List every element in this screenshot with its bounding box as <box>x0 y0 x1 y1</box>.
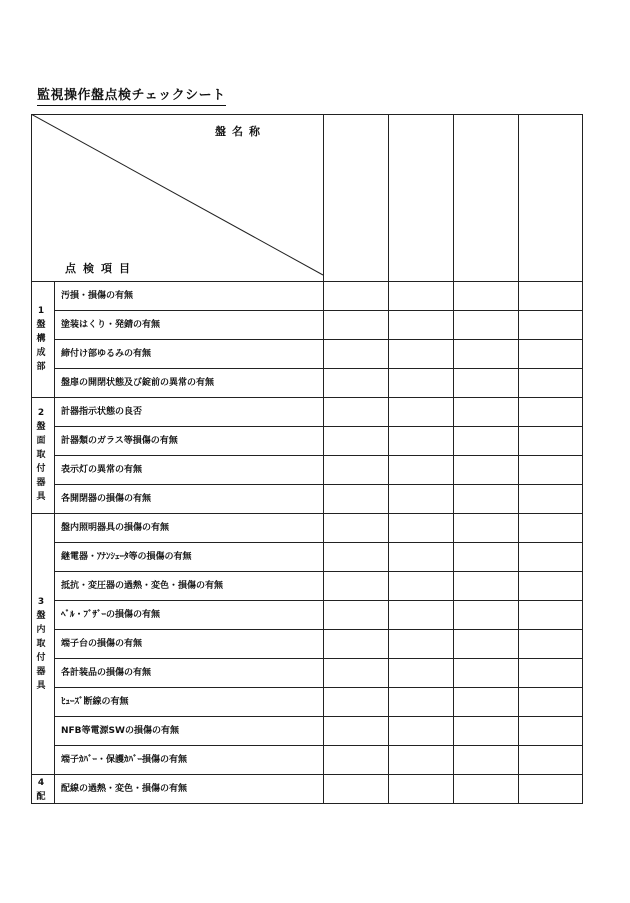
check-item-label: 各計装品の損傷の有無 <box>61 668 152 678</box>
check-cell[interactable] <box>389 485 453 513</box>
check-cell[interactable] <box>454 398 518 426</box>
check-cell[interactable] <box>324 485 388 513</box>
category-label-char: 盤 <box>36 610 46 621</box>
check-item-label: 端子ｶﾊﾞｰ・保護ｶﾊﾞｰ損傷の有無 <box>61 755 188 765</box>
check-cell[interactable] <box>519 485 583 513</box>
check-cell[interactable] <box>324 775 388 803</box>
check-cell[interactable] <box>454 369 518 397</box>
check-cell[interactable] <box>389 340 453 368</box>
check-cell[interactable] <box>454 514 518 542</box>
check-cell[interactable] <box>324 746 388 774</box>
check-cell[interactable] <box>389 659 453 687</box>
check-cell[interactable] <box>389 688 453 716</box>
check-cell[interactable] <box>519 717 583 745</box>
check-cell[interactable] <box>519 630 583 658</box>
check-cell[interactable] <box>324 340 388 368</box>
check-item-label: 締付け部ゆるみの有無 <box>61 349 152 359</box>
category-label-char: 取 <box>36 450 46 460</box>
check-cell[interactable] <box>454 340 518 368</box>
check-cell[interactable] <box>389 572 453 600</box>
check-cell[interactable] <box>454 775 518 803</box>
check-cell[interactable] <box>519 340 583 368</box>
category-label-char: 1 <box>37 306 45 316</box>
check-cell[interactable] <box>389 630 453 658</box>
header-diagonal-line <box>31 114 323 276</box>
check-cell[interactable] <box>324 659 388 687</box>
category-label-char: 盤 <box>36 320 46 330</box>
check-item-label: 配線の過熱・変色・損傷の有無 <box>61 784 188 794</box>
check-cell[interactable] <box>454 543 518 571</box>
check-cell[interactable] <box>389 369 453 397</box>
check-cell[interactable] <box>454 717 518 745</box>
category-label <box>31 406 51 504</box>
check-cell[interactable] <box>324 369 388 397</box>
check-cell[interactable] <box>519 746 583 774</box>
check-cell[interactable] <box>324 543 388 571</box>
check-cell[interactable] <box>324 398 388 426</box>
check-cell[interactable] <box>454 572 518 600</box>
category-label <box>31 304 51 374</box>
category-label-char: 面 <box>36 436 46 446</box>
check-item-label: 表示灯の異常の有無 <box>61 465 143 475</box>
category-label-char: 器 <box>36 666 46 677</box>
check-sheet-table <box>31 114 583 801</box>
check-cell[interactable] <box>324 688 388 716</box>
check-cell[interactable] <box>454 659 518 687</box>
page-title: 監視操作盤点検チェックシート <box>37 88 226 106</box>
check-item-label: 計器指示状態の良否 <box>61 407 143 417</box>
check-item-label: 汚損・損傷の有無 <box>61 291 134 301</box>
check-cell[interactable] <box>324 514 388 542</box>
panel-name-cell[interactable] <box>324 115 388 281</box>
check-item-label: ﾍﾞﾙ・ﾌﾞｻﾞｰの損傷の有無 <box>61 610 161 620</box>
panel-name-cell[interactable] <box>519 115 583 281</box>
check-cell[interactable] <box>519 311 583 339</box>
panel-name-header: 盤名称 <box>215 125 266 138</box>
check-item-label: 継電器・ｱﾅﾝｼｪｰﾀ等の損傷の有無 <box>61 552 192 562</box>
category-label-char: 部 <box>36 362 46 372</box>
check-cell[interactable] <box>454 601 518 629</box>
category-label-char: 構 <box>36 334 46 344</box>
check-cell[interactable] <box>519 398 583 426</box>
check-cell[interactable] <box>519 659 583 687</box>
check-item-label: 各開閉器の損傷の有無 <box>61 494 152 504</box>
check-cell[interactable] <box>389 543 453 571</box>
check-cell[interactable] <box>519 572 583 600</box>
check-cell[interactable] <box>519 601 583 629</box>
category-label-char: 4 <box>37 778 45 788</box>
category-label-char: 具 <box>36 680 46 691</box>
check-cell[interactable] <box>324 601 388 629</box>
check-item-label: 塗装はくり・発錆の有無 <box>61 320 161 330</box>
check-cell[interactable] <box>454 311 518 339</box>
check-cell[interactable] <box>324 572 388 600</box>
category-label-char: 付 <box>36 464 46 474</box>
check-cell[interactable] <box>454 746 518 774</box>
check-item-label: 計器類のガラス等損傷の有無 <box>61 436 178 446</box>
check-cell[interactable] <box>389 398 453 426</box>
category-label-char: 配 <box>36 792 46 802</box>
check-cell[interactable] <box>519 282 583 310</box>
check-cell[interactable] <box>389 601 453 629</box>
category-row-line <box>31 803 583 804</box>
category-label-char: 2 <box>37 408 45 418</box>
check-cell[interactable] <box>454 630 518 658</box>
category-label <box>31 595 51 693</box>
category-label-char: 取 <box>36 638 46 649</box>
check-cell[interactable] <box>519 514 583 542</box>
check-cell[interactable] <box>519 456 583 484</box>
category-label <box>31 776 51 804</box>
check-cell[interactable] <box>519 369 583 397</box>
check-item-label: 抵抗・変圧器の過熱・変色・損傷の有無 <box>61 581 224 591</box>
check-cell[interactable] <box>454 485 518 513</box>
check-cell[interactable] <box>389 456 453 484</box>
check-cell[interactable] <box>324 427 388 455</box>
category-label-char: 3 <box>37 596 45 607</box>
check-items-header: 点検項目 <box>65 262 137 275</box>
check-cell[interactable] <box>389 427 453 455</box>
check-cell[interactable] <box>519 688 583 716</box>
category-label-char: 成 <box>36 348 46 358</box>
check-cell[interactable] <box>454 282 518 310</box>
check-cell[interactable] <box>389 717 453 745</box>
check-item-label: NFB等電源SWの損傷の有無 <box>61 726 179 736</box>
check-item-label: 盤内照明器具の損傷の有無 <box>61 523 170 533</box>
category-label-char: 盤 <box>36 422 46 432</box>
panel-name-cell[interactable] <box>454 115 518 281</box>
check-item-label: ﾋｭｰｽﾞ断線の有無 <box>61 697 129 707</box>
check-cell[interactable] <box>389 514 453 542</box>
check-cell[interactable] <box>454 456 518 484</box>
check-cell[interactable] <box>389 746 453 774</box>
check-cell[interactable] <box>519 543 583 571</box>
check-cell[interactable] <box>389 282 453 310</box>
check-cell[interactable] <box>324 456 388 484</box>
check-item-label: 端子台の損傷の有無 <box>61 639 143 649</box>
panel-name-cell[interactable] <box>389 115 453 281</box>
check-cell[interactable] <box>324 717 388 745</box>
check-cell[interactable] <box>454 427 518 455</box>
check-item-label: 盤扉の開閉状態及び錠前の異常の有無 <box>61 378 215 388</box>
check-cell[interactable] <box>324 630 388 658</box>
check-cell[interactable] <box>519 775 583 803</box>
check-cell[interactable] <box>519 427 583 455</box>
check-cell[interactable] <box>324 311 388 339</box>
category-label-char: 具 <box>36 492 46 502</box>
category-label-char: 器 <box>36 478 46 488</box>
check-cell[interactable] <box>389 311 453 339</box>
check-cell[interactable] <box>454 688 518 716</box>
check-cell[interactable] <box>324 282 388 310</box>
category-label-char: 内 <box>36 624 46 635</box>
check-cell[interactable] <box>389 775 453 803</box>
category-label-char: 付 <box>36 652 46 663</box>
